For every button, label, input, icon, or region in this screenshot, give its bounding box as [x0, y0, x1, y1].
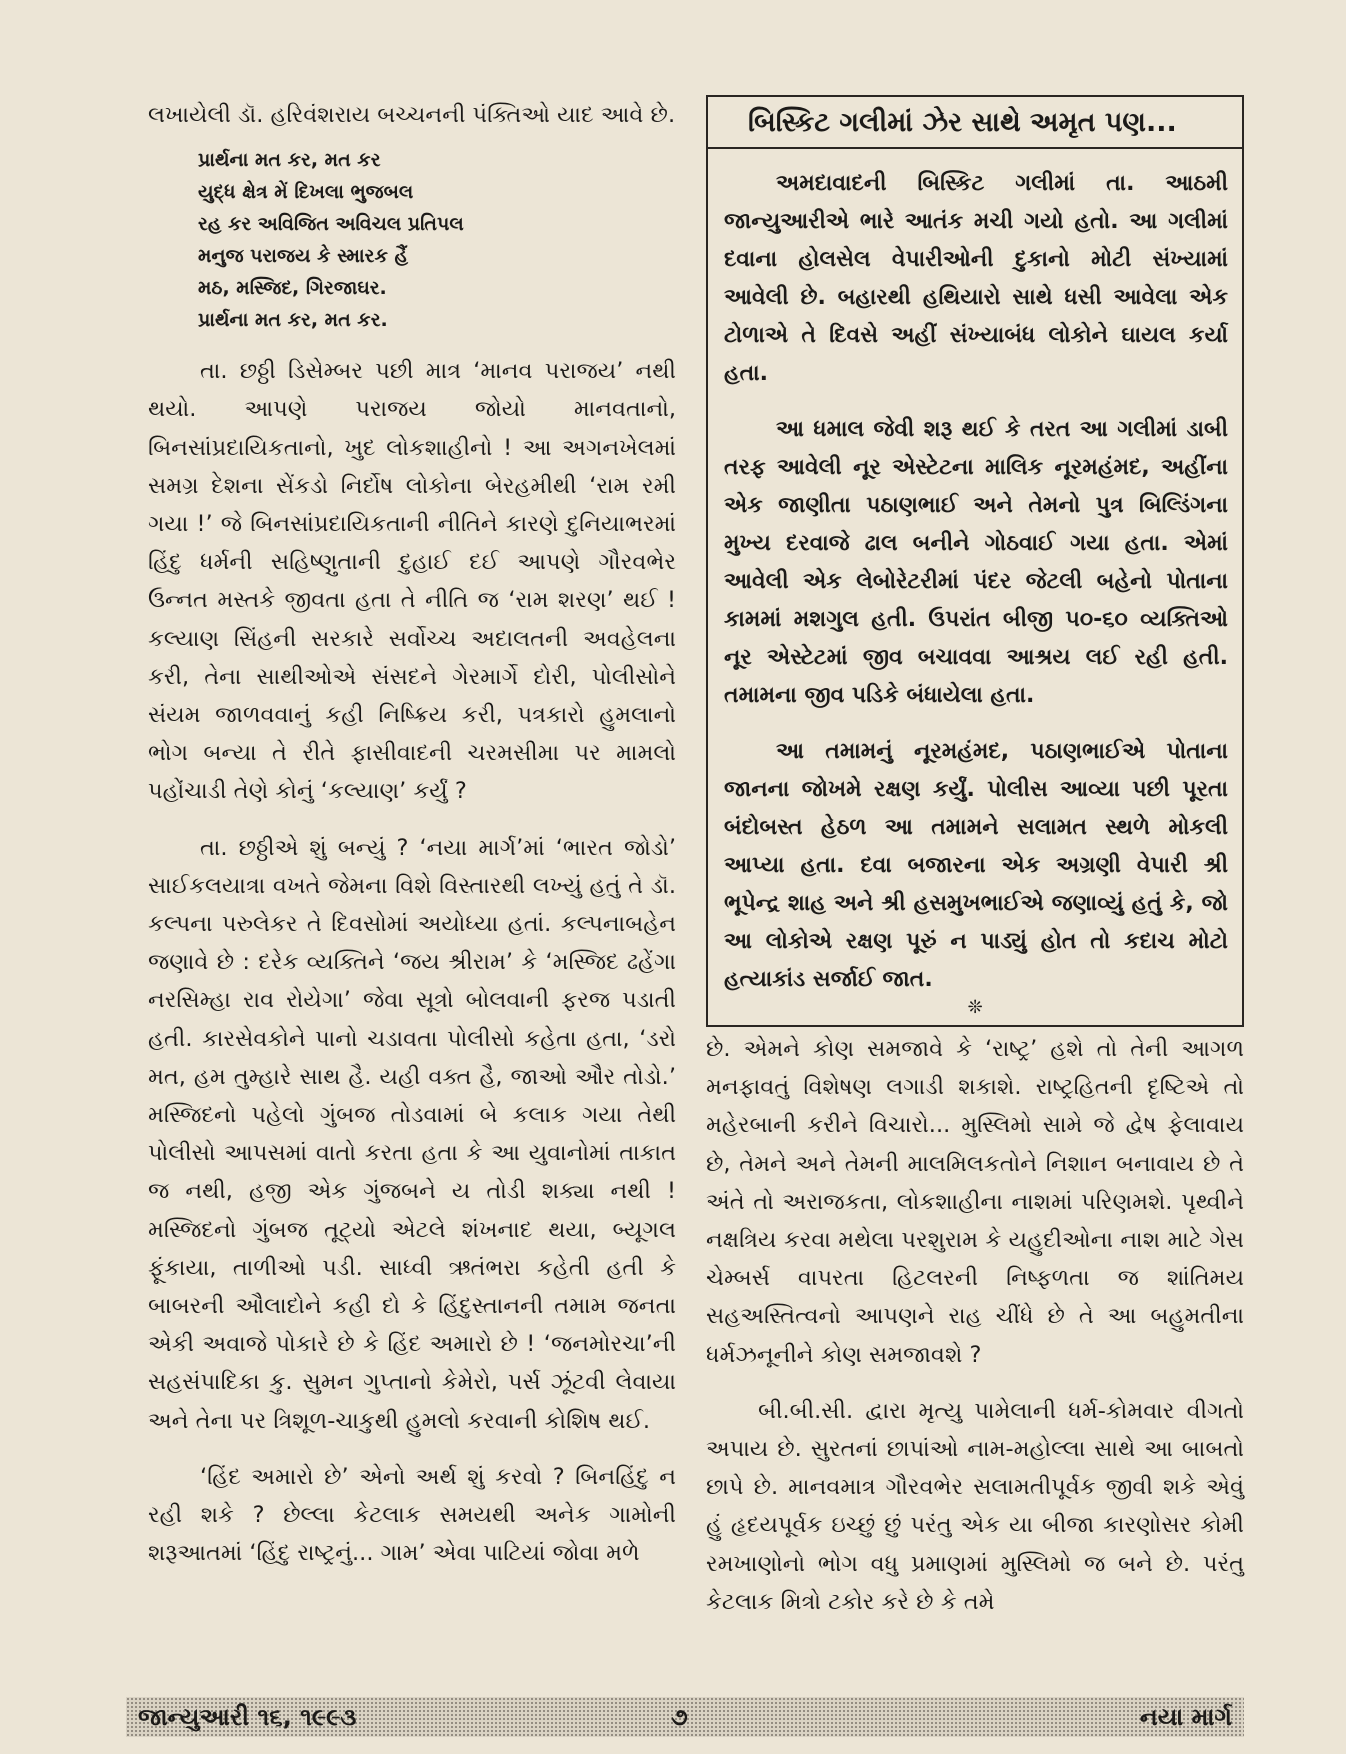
body-paragraph: તા. છઠ્ઠીએ શું બન્યું ? ‘નયા માર્ગ’માં ‘ભારત જોડો’ સાઈકલયાત્રા વખતે જેમના વિશે વિસ્તારથી લખ્યું હતું તે ડૉ. કલ્પના પરુલેકર તે દિવસોમાં અયોધ્યા હતાં. કલ્પનાબહેન જણાવે છે : દરેક વ્યક્તિને ‘જય શ્રીરામ’ કે ‘મસ્જિદ ઢહેંગા નરસિમ્હા રાવ રોયેગા’ જેવા સૂત્રો બોલવાની ફરજ પડાતી હતી. કારસેવકોને પાનો ચડાવતા પોલીસો કહેતા હતા, ‘ડરો મત, હમ તુમ્હારે સાથ હૈ. યહી વક્ત હૈ, જાઓ ઔર તોડો.’ મસ્જિદનો પહેલો ગુંબજ તોડવામાં બે કલાક ગયા તેથી પોલીસો આપસમાં વાતો કરતા હતા કે આ યુવાનોમાં તાકાત જ નથી, હજી એક ગુંજબને ય તોડી શક્યા નથી ! મસ્જિદનો ગુંબજ તૂટ્યો એટલે શંખનાદ થયા, બ્યૂગલ ફૂંકાયા, તાળીઓ પડી. સાધ્વી ઋતંભરા કહેતી હતી કે બાબરની ઔલાદોને કહી દો કે હિંદુસ્તાનની તમામ જનતા એકી અવાજે પોકારે છે કે હિંદ અમારો છે ! ‘જનમોરચા’ની સહસંપાદિકા કુ. સુમન ગુપ્તાનો કેમેરો, પર્સ ઝૂંટવી લેવાયા અને તેના પર ત્રિશૂળ-ચાકુથી હુમલો કરવાની કોશિષ થઈ. — [148, 834, 676, 1434]
poem-line: મઠ, મસ્જિદ, ગિરજાઘર. — [198, 277, 387, 300]
footer-date: જાન્યુઆરી ૧૬, ૧૯૯૩ — [138, 1703, 357, 1731]
body-paragraph: બી.બી.સી. દ્વારા મૃત્યુ પામેલાની ધર્મ-કોમવાર વીગતો અપાય છે. સુરતનાં છાપાંઓ નામ-મહોલ્લા સાથે આ બાબતો છાપે છે. માનવમાત્ર ગૌરવભેર સલામતીપૂર્વક જીવી શકે એવું હું હૃદયપૂર્વક ઇચ્છું છું પરંતુ એક યા બીજા કારણોસર કોમી રમખાણોનો ભોગ વધુ પ્રમાણમાં મુસ્લિમો જ બને છે. પરંતુ કેટલાક મિત્રો ટકોર કરે છે કે તમે — [706, 1397, 1244, 1615]
left-column — [148, 96, 676, 1573]
intro-paragraph: લખાયેલી ડૉ. હરિવંશરાય બચ્ચનની પંક્તિઓ યાદ આવે છે. — [148, 102, 676, 128]
box-paragraph: આ ધમાલ જેવી શરૂ થઈ કે તરત આ ગલીમાં ડાબી તરફ આવેલી નૂર એસ્ટેટના માલિક નૂરમહંમદ, અહીંના એક જાણીતા પઠાણભાઈ અને તેમનો પુત્ર બિલ્ડિંગના મુખ્ય દરવાજે ઢાલ બનીને ગોઠવાઈ ગયા હતા. એમાં આવેલી એક લેબોરેટરીમાં પંદર જેટલી બહેનો પોતાના કામમાં મશગુલ હતી. ઉપરાંત બીજી ૫૦-૬૦ વ્યક્તિઓ નૂર એસ્ટેટમાં જીવ બચાવવા આશ્રય લઈ રહી હતી. તમામના જીવ પડિકે બંધાયેલા હતા. — [724, 417, 1228, 708]
page-number: ૭ — [671, 1703, 688, 1731]
ornament-icon: ❊ — [967, 997, 983, 1018]
poem-line: રહ કર અવિજિત અવિચલ પ્રતિપલ — [198, 213, 464, 236]
sidebar-box — [706, 95, 1244, 1027]
body-paragraph: તા. છઠ્ઠી ડિસેમ્બર પછી માત્ર ‘માનવ પરાજય’ નથી થયો. આપણે પરાજય જોયો માનવતાનો, બિનસાંપ્રદાયિકતાનો, ખુદ લોકશાહીનો ! આ અગનખેલમાં સમગ્ર દેશના સેંકડો નિર્દોષ લોકોના બેરહમીથી ‘રામ રમી ગયા !’ જે બિનસાંપ્રદાયિકતાની નીતિને કારણે દુનિયાભરમાં હિંદુ ધર્મની સહિષ્ણુતાની દુહાઈ દઈ આપણે ગૌરવભેર ઉન્નત મસ્તકે જીવતા હતા તે નીતિ જ ‘રામ શરણ’ થઈ ! કલ્યાણ સિંહની સરકારે સર્વોચ્ચ અદાલતની અવહેલના કરી, તેના સાથીઓએ સંસદને ગેરમાર્ગે દોરી, પોલીસોને સંયમ જાળવવાનું કહી નિષ્ક્રિય કરી, પત્રકારો હુમલાનો ભોગ બન્યા તે રીતે ફાસીવાદની ચરમસીમા પર મામલો પહોંચાડી તેણે કોનું ‘કલ્યાણ’ કર્યું ? — [148, 358, 676, 805]
body-paragraph: છે. એમને કોણ સમજાવે કે ‘રાષ્ટ્ર’ હશે તો તેની આગળ મનફાવતું વિશેષણ લગાડી શકાશે. રાષ્ટ્રહિતની દૃષ્ટિએ તો મહેરબાની કરીને વિચારો... મુસ્લિમો સામે જે દ્વેષ ફેલાવાય છે, તેમને અને તેમની માલમિલકતોને નિશાન બનાવાય છે તે અંતે તો અરાજકતા, લોકશાહીના નાશમાં પરિણમશે. પૃથ્વીને નક્ષત્રિય કરવા મથેલા પરશુરામ કે યહુદીઓના નાશ માટે ગેસ ચેમ્બર્સ વાપરતા હિટલરની નિષ્ફળતા જ શાંતિમય સહઅસ્તિત્વનો આપણને રાહ ચીંધે છે તે આ બહુમતીના ધર્મઝનૂનીને કોણ સમજાવશે ? — [706, 1036, 1244, 1368]
magazine-name: નયા માર્ગ — [1139, 1703, 1232, 1731]
poem-block — [198, 144, 676, 336]
page-footer — [126, 1697, 1244, 1737]
body-paragraph: ‘હિંદ અમારો છે’ એનો અર્થ શું કરવો ? બિનહિંદુ ન રહી શકે ? છેલ્લા કેટલાક સમયથી અનેક ગામોની શરૂઆતમાં ‘હિંદુ રાષ્ટ્રનું... ગામ’ એવા પાટિયાં જોવા મળે — [148, 1463, 676, 1567]
poem-line: યુદ્ધ ક્ષેત્ર મેં દિખલા ભુજબલ — [198, 181, 414, 204]
box-body — [708, 149, 1242, 999]
box-title: બિસ્કિટ ગલીમાં ઝેર સાથે અમૃત પણ... — [708, 97, 1242, 149]
box-paragraph: આ તમામનું નૂરમહંમદ, પઠાણભાઈએ પોતાના જાનના જોખમે રક્ષણ કર્યું. પોલીસ આવ્યા પછી પૂરતા બંદોબસ્ત હેઠળ આ તમામને સલામત સ્થળે મોકલી આપ્યા હતા. દવા બજારના એક અગ્રણી વેપારી શ્રી ભૂપેન્દ્ર શાહ અને શ્રી હસમુખભાઈએ જણાવ્યું હતું કે, જો આ લોકોએ રક્ષણ પૂરું ન પાડ્યું હોત તો કદાચ મોટો હત્યાકાંડ સર્જાઈ જાત. — [724, 739, 1228, 992]
poem-line: પ્રાર્થના મત કર, મત કર — [198, 149, 381, 172]
box-paragraph: અમદાવાદની બિસ્કિટ ગલીમાં તા. આઠમી જાન્યુઆરીએ ભારે આતંક મચી ગયો હતો. આ ગલીમાં દવાના હોલસેલ વેપારીઓની દુકાનો મોટી સંખ્યામાં આવેલી છે. બહારથી હથિયારો સાથે ધસી આવેલા એક ટોળાએ તે દિવસે અહીં સંખ્યાબંધ લોકોને ઘાયલ કર્યા હતા. — [724, 171, 1228, 386]
poem-line: મનુજ પરાજય કે સ્મારક હૈં — [198, 245, 408, 268]
right-column — [706, 1030, 1244, 1621]
poem-line: પ્રાર્થના મત કર, મત કર. — [198, 309, 388, 332]
